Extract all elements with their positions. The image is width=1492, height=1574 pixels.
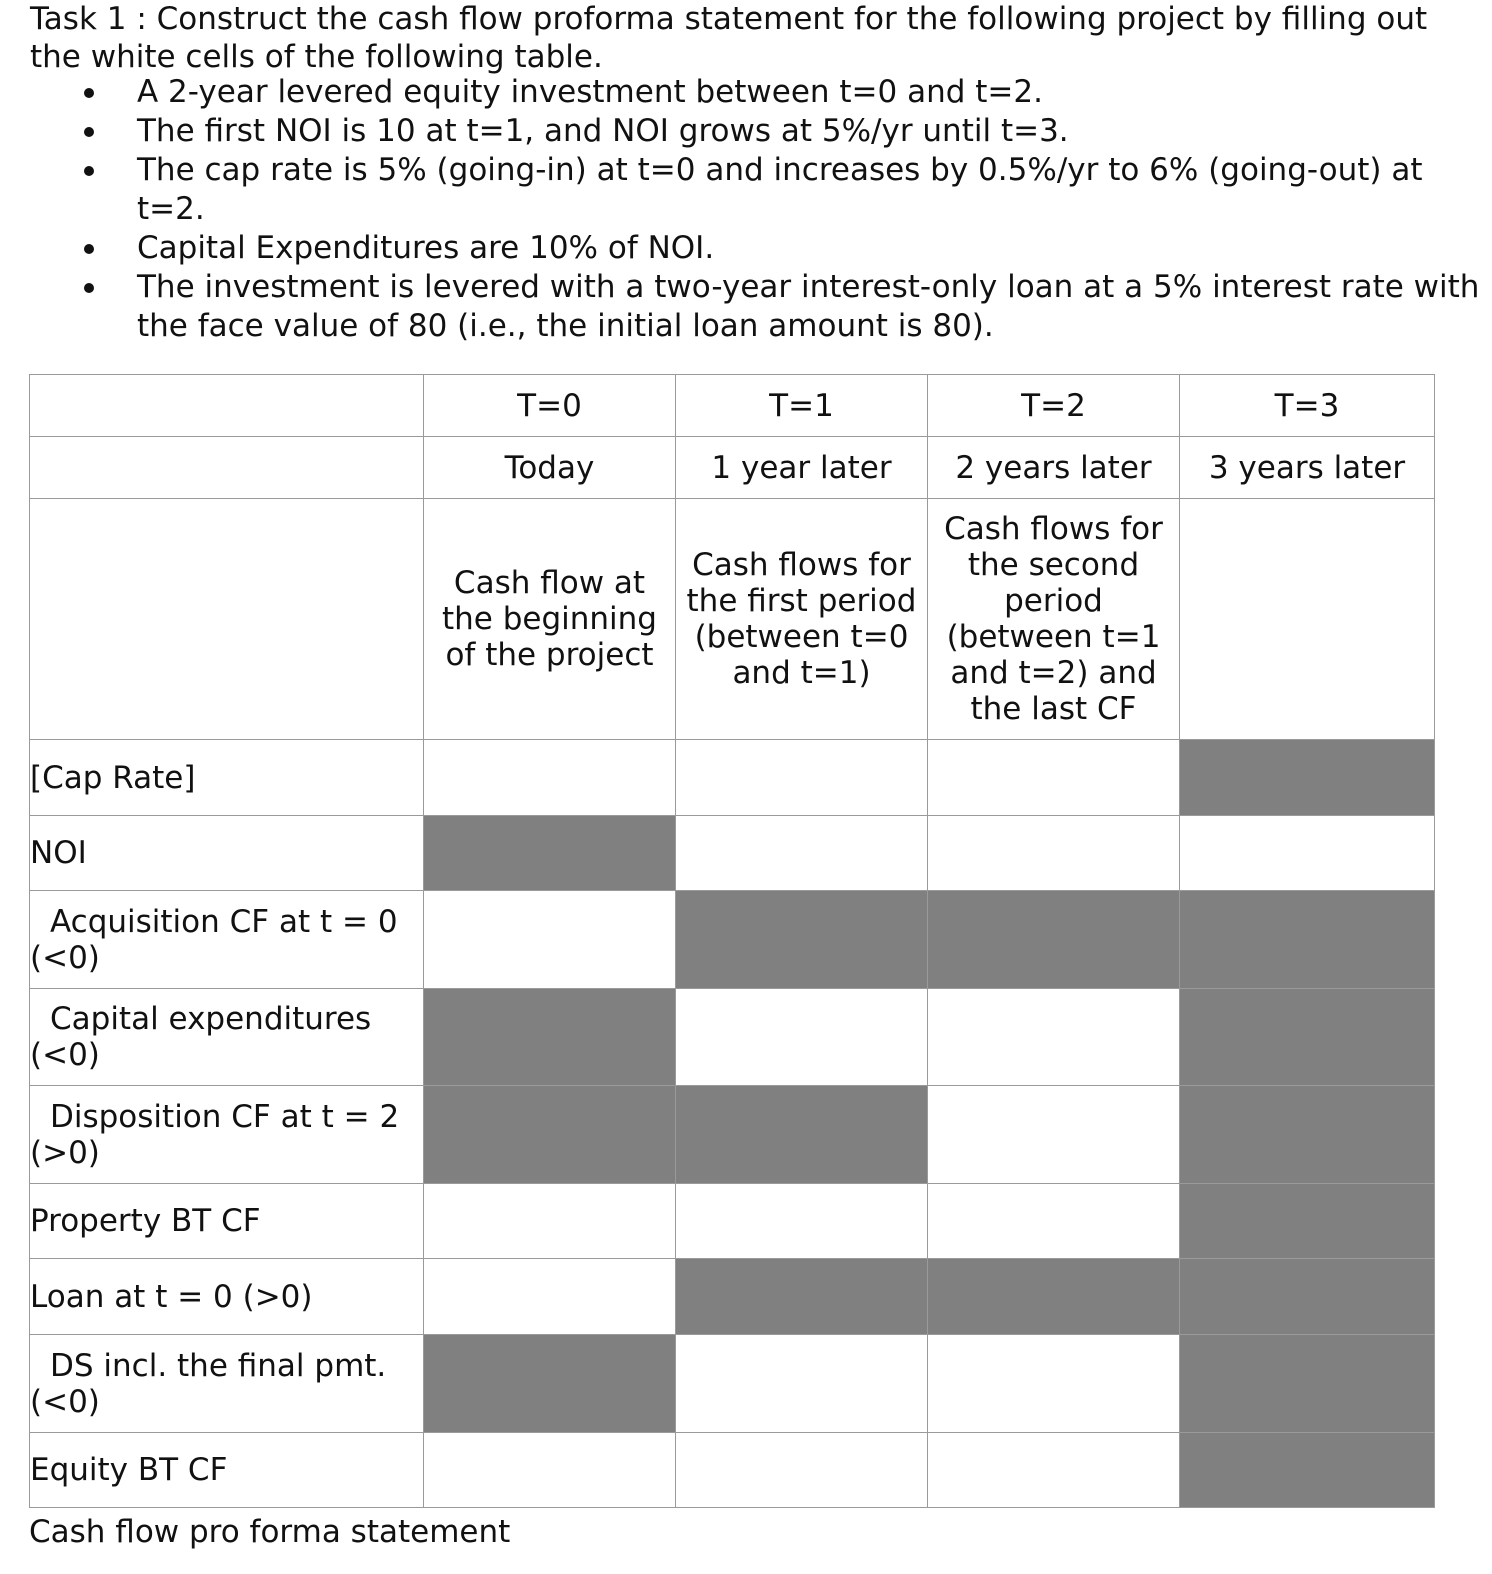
shaded-cell — [676, 1259, 928, 1335]
input-cell[interactable] — [928, 1086, 1180, 1184]
shaded-cell — [424, 1086, 676, 1184]
assumption-item: A 2-year levered equity investment between t=0 and t=2. — [0, 73, 1480, 112]
disposition-row — [30, 1086, 1435, 1184]
bullet-icon — [84, 283, 94, 293]
row-label-cap-rate: [Cap Rate] — [30, 740, 424, 816]
input-cell[interactable] — [928, 1184, 1180, 1259]
input-cell[interactable] — [424, 1433, 676, 1508]
shaded-cell — [1180, 1184, 1435, 1259]
description-row — [30, 499, 1435, 740]
subheader-t2: 2 years later — [928, 437, 1180, 499]
bullet-icon — [84, 244, 94, 254]
assumptions-list — [0, 73, 1480, 346]
header-t2: T=2 — [928, 375, 1180, 437]
corner-cell — [30, 375, 424, 437]
shaded-cell — [1180, 1086, 1435, 1184]
assumption-item: Capital Expenditures are 10% of NOI. — [0, 229, 1480, 268]
input-cell[interactable] — [676, 989, 928, 1086]
cash-flow-table — [29, 374, 1435, 1508]
assumption-item: The cap rate is 5% (going-in) at t=0 and increases by 0.5%/yr to 6% (going-out) at t=2. — [0, 151, 1480, 229]
input-cell[interactable] — [928, 816, 1180, 891]
shaded-cell — [928, 1259, 1180, 1335]
shaded-cell — [676, 891, 928, 989]
input-cell[interactable] — [676, 1433, 928, 1508]
input-cell[interactable] — [676, 740, 928, 816]
assumption-item: The investment is levered with a two-year interest-only loan at a 5% interest rate with the face value of 80 (i.e., the initial loan amount is 80). — [0, 268, 1480, 346]
input-cell[interactable] — [424, 891, 676, 989]
header-t0: T=0 — [424, 375, 676, 437]
input-cell[interactable] — [928, 989, 1180, 1086]
description-t1: Cash flows for the first period (between t=0 and t=1) — [676, 499, 928, 740]
shaded-cell — [424, 989, 676, 1086]
shaded-cell — [1180, 740, 1435, 816]
noi-row — [30, 816, 1435, 891]
assumption-item: The first NOI is 10 at t=1, and NOI grows at 5%/yr until t=3. — [0, 112, 1480, 151]
bullet-icon — [84, 88, 94, 98]
bullet-icon — [84, 166, 94, 176]
task-title: Task 1 : Construct the cash flow proforma statement for the following project by filling out the white cells of the following table. — [30, 1, 1428, 75]
subheader-t0: Today — [424, 437, 676, 499]
input-cell[interactable] — [928, 1433, 1180, 1508]
input-cell[interactable] — [676, 1184, 928, 1259]
equity-bt-cf-row — [30, 1433, 1435, 1508]
shaded-cell — [424, 1335, 676, 1433]
shaded-cell — [928, 891, 1180, 989]
input-cell[interactable] — [676, 1335, 928, 1433]
loan-row — [30, 1259, 1435, 1335]
shaded-cell — [1180, 1259, 1435, 1335]
input-cell[interactable] — [676, 816, 928, 891]
table-caption: Cash flow pro forma statement — [29, 1514, 511, 1550]
shaded-cell — [1180, 989, 1435, 1086]
row-label-acquisition: Acquisition CF at t = 0 (<0) — [30, 891, 424, 989]
shaded-cell — [1180, 1335, 1435, 1433]
shaded-cell — [1180, 891, 1435, 989]
input-cell[interactable] — [928, 1335, 1180, 1433]
header-row — [30, 375, 1435, 437]
subheader-t1: 1 year later — [676, 437, 928, 499]
corner-cell — [30, 437, 424, 499]
description-t0: Cash flow at the beginning of the project — [424, 499, 676, 740]
acquisition-row — [30, 891, 1435, 989]
subheader-t3: 3 years later — [1180, 437, 1435, 499]
description-t3 — [1180, 499, 1435, 740]
shaded-cell — [1180, 1433, 1435, 1508]
row-label-noi: NOI — [30, 816, 424, 891]
header-t3: T=3 — [1180, 375, 1435, 437]
row-label-equity-bt-cf: Equity BT CF — [30, 1433, 424, 1508]
subheader-row — [30, 437, 1435, 499]
capex-row — [30, 989, 1435, 1086]
property-bt-cf-row — [30, 1184, 1435, 1259]
input-cell[interactable] — [424, 1259, 676, 1335]
row-label-loan: Loan at t = 0 (>0) — [30, 1259, 424, 1335]
header-t1: T=1 — [676, 375, 928, 437]
row-label-capex: Capital expenditures (<0) — [30, 989, 424, 1086]
row-label-property-bt-cf: Property BT CF — [30, 1184, 424, 1259]
input-cell[interactable] — [928, 740, 1180, 816]
input-cell[interactable] — [1180, 816, 1435, 891]
input-cell[interactable] — [424, 1184, 676, 1259]
shaded-cell — [676, 1086, 928, 1184]
shaded-cell — [424, 816, 676, 891]
bullet-icon — [84, 127, 94, 137]
cap-rate-row — [30, 740, 1435, 816]
corner-cell — [30, 499, 424, 740]
input-cell[interactable] — [424, 740, 676, 816]
row-label-debt-service: DS incl. the final pmt. (<0) — [30, 1335, 424, 1433]
row-label-disposition: Disposition CF at t = 2 (>0) — [30, 1086, 424, 1184]
description-t2: Cash flows for the second period (between t=1 and t=2) and the last CF — [928, 499, 1180, 740]
debt-service-row — [30, 1335, 1435, 1433]
